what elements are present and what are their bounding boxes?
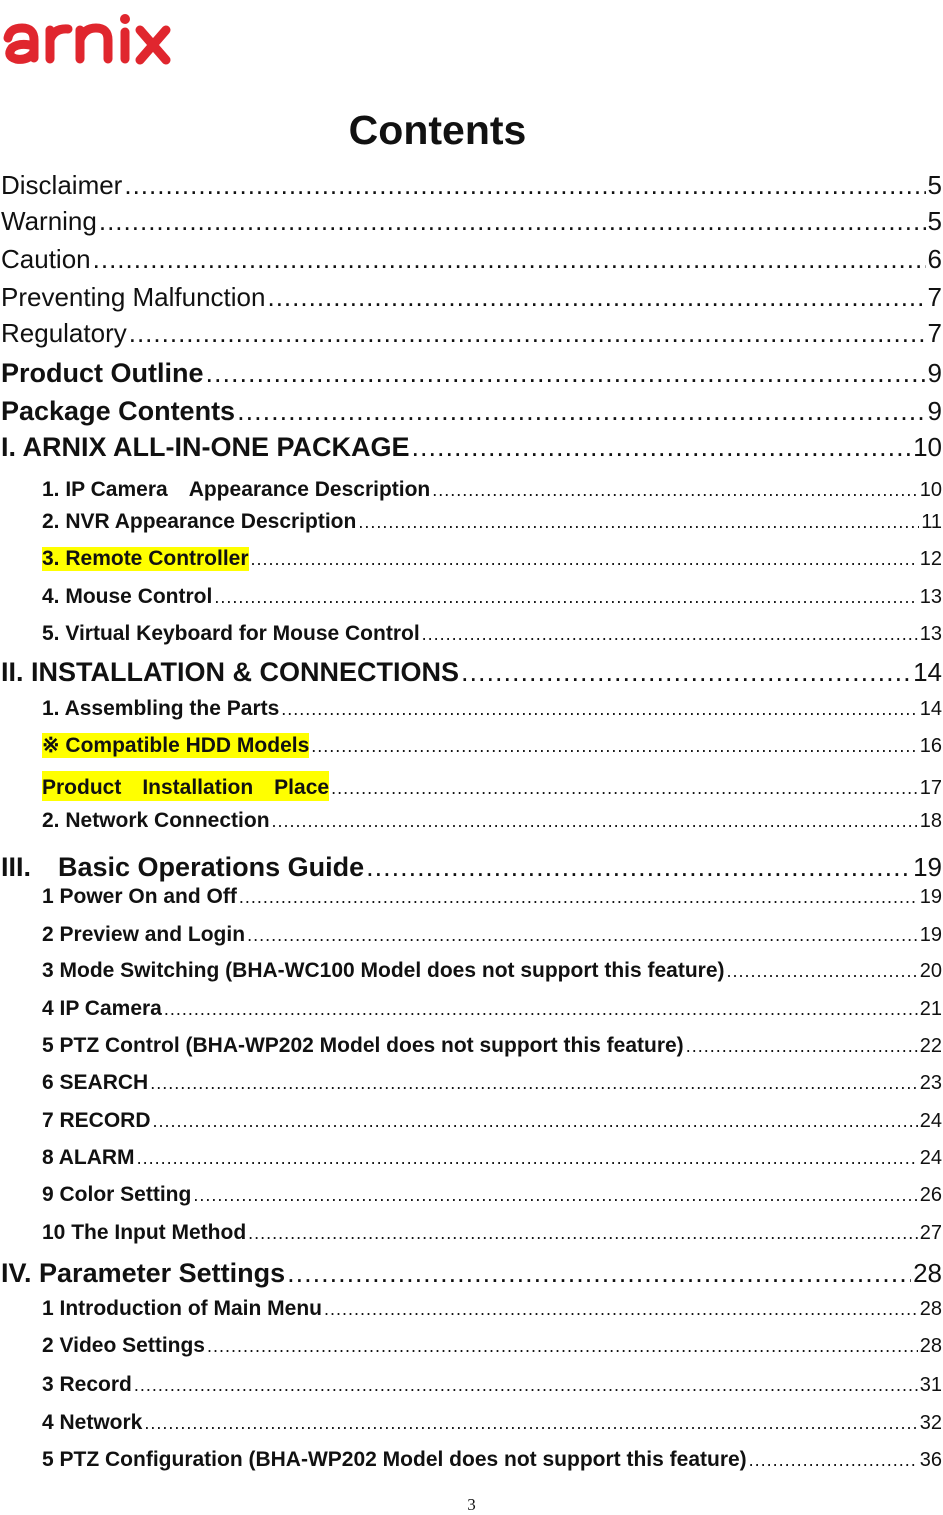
toc-dot-leader: [93, 244, 926, 275]
toc-entry-page: 14: [919, 698, 942, 720]
toc-entry-label: III. Basic Operations Guide: [1, 852, 365, 882]
toc-entry-page: 24: [919, 1110, 942, 1132]
toc-entry-page: 9: [927, 396, 942, 426]
toc-entry-label: 1. Assembling the Parts: [42, 697, 280, 720]
toc-entry-page: 12: [919, 548, 942, 570]
toc-dot-leader: [153, 1111, 918, 1132]
toc-entry-label: Product Installation Place: [42, 771, 329, 801]
toc-entry-label: 10 The Input Method: [42, 1221, 247, 1244]
toc-entry[interactable]: [42, 547, 942, 571]
toc-entry[interactable]: [1, 845, 942, 884]
toc-entry[interactable]: [42, 885, 942, 909]
toc-dot-leader: [164, 999, 918, 1020]
toc-entry-page: 9: [927, 358, 942, 388]
toc-dot-leader: [422, 624, 918, 645]
toc-entry[interactable]: [42, 997, 942, 1021]
toc-dot-leader: [412, 432, 912, 463]
toc-entry-page: 10: [913, 432, 942, 462]
toc-entry-label: 4 Network: [42, 1411, 143, 1434]
toc-dot-leader: [206, 358, 926, 389]
toc-entry-label: 3 Record: [42, 1373, 132, 1396]
toc-entry-page: 32: [919, 1412, 942, 1434]
toc-entry-label: 4 IP Camera: [42, 997, 162, 1020]
toc-dot-leader: [287, 1258, 911, 1289]
toc-entry-label: 2 Preview and Login: [42, 923, 246, 946]
toc-entry[interactable]: [1, 282, 942, 313]
toc-entry-page: 16: [919, 735, 942, 757]
toc-entry[interactable]: [1, 358, 942, 389]
toc-entry-label: 5. Virtual Keyboard for Mouse Control: [42, 622, 420, 645]
toc-entry-page: 5: [927, 206, 942, 236]
toc-dot-leader: [432, 480, 917, 501]
toc-entry-label: Preventing Malfunction: [1, 282, 266, 312]
toc-dot-leader: [281, 699, 917, 720]
toc-entry-page: 28: [913, 1258, 942, 1288]
toc-dot-leader: [99, 206, 926, 237]
toc-dot-leader: [124, 170, 925, 201]
toc-entry-page: 36: [919, 1449, 942, 1471]
toc-entry-label: 2 Video Settings: [42, 1334, 205, 1357]
toc-dot-leader: [144, 1413, 917, 1434]
toc-entry[interactable]: [42, 1109, 942, 1133]
toc-entry-label: Warning: [1, 206, 97, 236]
toc-entry-label: 2. NVR Appearance Description: [42, 510, 357, 533]
toc-entry-page: 28: [919, 1335, 942, 1357]
toc-entry-page: 28: [919, 1298, 942, 1320]
toc-entry-label: 5 PTZ Configuration (BHA-WP202 Model does not support this feature): [42, 1448, 747, 1471]
toc-entry-page: 19: [919, 886, 942, 908]
toc-dot-leader: [239, 887, 918, 908]
toc-entry-label: 6 SEARCH: [42, 1071, 149, 1094]
toc-entry-page: 31: [919, 1374, 942, 1396]
toc-entry[interactable]: [1, 170, 942, 201]
toc-entry[interactable]: [42, 1297, 942, 1321]
toc-entry-label: Caution: [1, 244, 91, 274]
toc-entry[interactable]: [42, 1334, 942, 1358]
toc-entry[interactable]: [1, 396, 942, 427]
toc-entry[interactable]: [42, 1221, 942, 1245]
toc-entry[interactable]: [42, 1448, 942, 1472]
toc-entry-label: Disclaimer: [1, 170, 123, 200]
page-number: 3: [467, 1495, 476, 1514]
toc-entry[interactable]: [42, 959, 942, 983]
toc-entry-label: 3. Remote Controller: [42, 547, 249, 570]
toc-entry[interactable]: [1, 432, 942, 463]
toc-entry-label: 1. IP Camera Appearance Description: [42, 478, 431, 501]
toc-entry-page: 5: [927, 170, 942, 200]
toc-dot-leader: [366, 852, 911, 883]
toc-entry-label: 1 Power On and Off: [42, 885, 237, 908]
toc-dot-leader: [237, 396, 925, 427]
toc-entry-label: 1 Introduction of Main Menu: [42, 1297, 322, 1320]
toc-entry-page: 10: [919, 479, 942, 501]
toc-entry-page: 20: [919, 960, 942, 982]
toc-entry-page: 17: [919, 777, 942, 799]
toc-entry[interactable]: [1, 1258, 942, 1289]
toc-entry-label: IV. Parameter Settings: [1, 1258, 286, 1288]
toc-dot-leader: [272, 811, 918, 832]
toc-entry[interactable]: [42, 585, 942, 609]
toc-entry-page: 26: [919, 1184, 942, 1206]
toc-dot-leader: [358, 512, 919, 533]
toc-dot-leader: [129, 318, 926, 349]
toc-dot-leader: [331, 778, 918, 799]
toc-entry-page: 22: [919, 1035, 942, 1057]
toc-dot-leader: [150, 1073, 918, 1094]
toc-entry-label: I. ARNIX ALL-IN-ONE PACKAGE: [1, 432, 410, 462]
toc-entry-page: 23: [919, 1072, 942, 1094]
toc-dot-leader: [686, 1036, 918, 1057]
toc-entry[interactable]: [42, 473, 942, 503]
toc-entry[interactable]: [42, 622, 942, 646]
toc-entry[interactable]: [42, 1146, 942, 1170]
toc-dot-leader: [207, 1336, 918, 1357]
toc-entry-page: 13: [919, 623, 942, 645]
toc-entry-page: 21: [919, 998, 942, 1020]
toc-entry[interactable]: [42, 697, 942, 721]
toc-entry[interactable]: [42, 1183, 942, 1207]
toc-entry[interactable]: [1, 206, 942, 237]
toc-entry-label: 4. Mouse Control: [42, 585, 213, 608]
toc-entry[interactable]: [42, 809, 942, 833]
toc-entry-page: 7: [927, 318, 942, 348]
toc-dot-leader: [749, 1450, 918, 1471]
toc-entry-page: 18: [919, 810, 942, 832]
toc-dot-leader: [311, 736, 917, 757]
toc-entry[interactable]: [42, 510, 942, 534]
toc-entry[interactable]: [42, 733, 942, 758]
toc-entry-page: 14: [913, 657, 942, 687]
toc-entry-page: 7: [927, 282, 942, 312]
toc-entry-label: Package Contents: [1, 396, 236, 426]
toc-entry-label: ※ Compatible HDD Models: [42, 734, 310, 757]
toc-dot-leader: [248, 1223, 918, 1244]
toc-entry-page: 13: [919, 586, 942, 608]
toc-entry-label: 5 PTZ Control (BHA-WP202 Model does not support this feature): [42, 1034, 684, 1057]
toc-entry-page: 19: [919, 924, 942, 946]
toc-dot-leader: [214, 587, 917, 608]
toc-entry-page: 11: [921, 511, 942, 533]
toc-entry-label: 8 ALARM: [42, 1146, 135, 1169]
toc-entry[interactable]: [42, 923, 942, 947]
toc-entry[interactable]: [42, 1034, 942, 1058]
toc-dot-leader: [193, 1185, 917, 1206]
toc-entry-label: 9 Color Setting: [42, 1183, 192, 1206]
toc-entry-page: 19: [913, 852, 942, 882]
toc-entry-page: 27: [919, 1222, 942, 1244]
toc-entry-label: II. INSTALLATION & CONNECTIONS: [1, 657, 459, 687]
toc-dot-leader: [324, 1299, 918, 1320]
toc-dot-leader: [137, 1148, 918, 1169]
toc-entry-label: Regulatory: [1, 318, 127, 348]
toc-entry-label: 3 Mode Switching (BHA-WC100 Model does not support this feature): [42, 959, 725, 982]
toc-entry[interactable]: [1, 318, 942, 349]
toc-entry-label: Product Outline: [1, 358, 204, 388]
toc-entry[interactable]: [42, 1071, 942, 1095]
page-title: Contents: [348, 107, 527, 153]
toc-dot-leader: [134, 1375, 918, 1396]
arnix-logo: [0, 12, 172, 68]
toc-entry-page: 24: [919, 1147, 942, 1169]
toc-entry[interactable]: [42, 771, 942, 801]
toc-dot-leader: [727, 961, 918, 982]
toc-entry-label: 2. Network Connection: [42, 809, 270, 832]
toc-entry[interactable]: [1, 657, 942, 688]
toc-entry[interactable]: [42, 1373, 942, 1397]
toc-entry[interactable]: [42, 1411, 942, 1435]
toc-dot-leader: [461, 657, 911, 688]
toc-dot-leader: [251, 549, 918, 570]
toc-entry[interactable]: [1, 244, 942, 275]
toc-dot-leader: [247, 925, 918, 946]
toc-entry-page: 6: [927, 244, 942, 274]
toc-dot-leader: [267, 282, 925, 313]
toc-entry-label: 7 RECORD: [42, 1109, 151, 1132]
